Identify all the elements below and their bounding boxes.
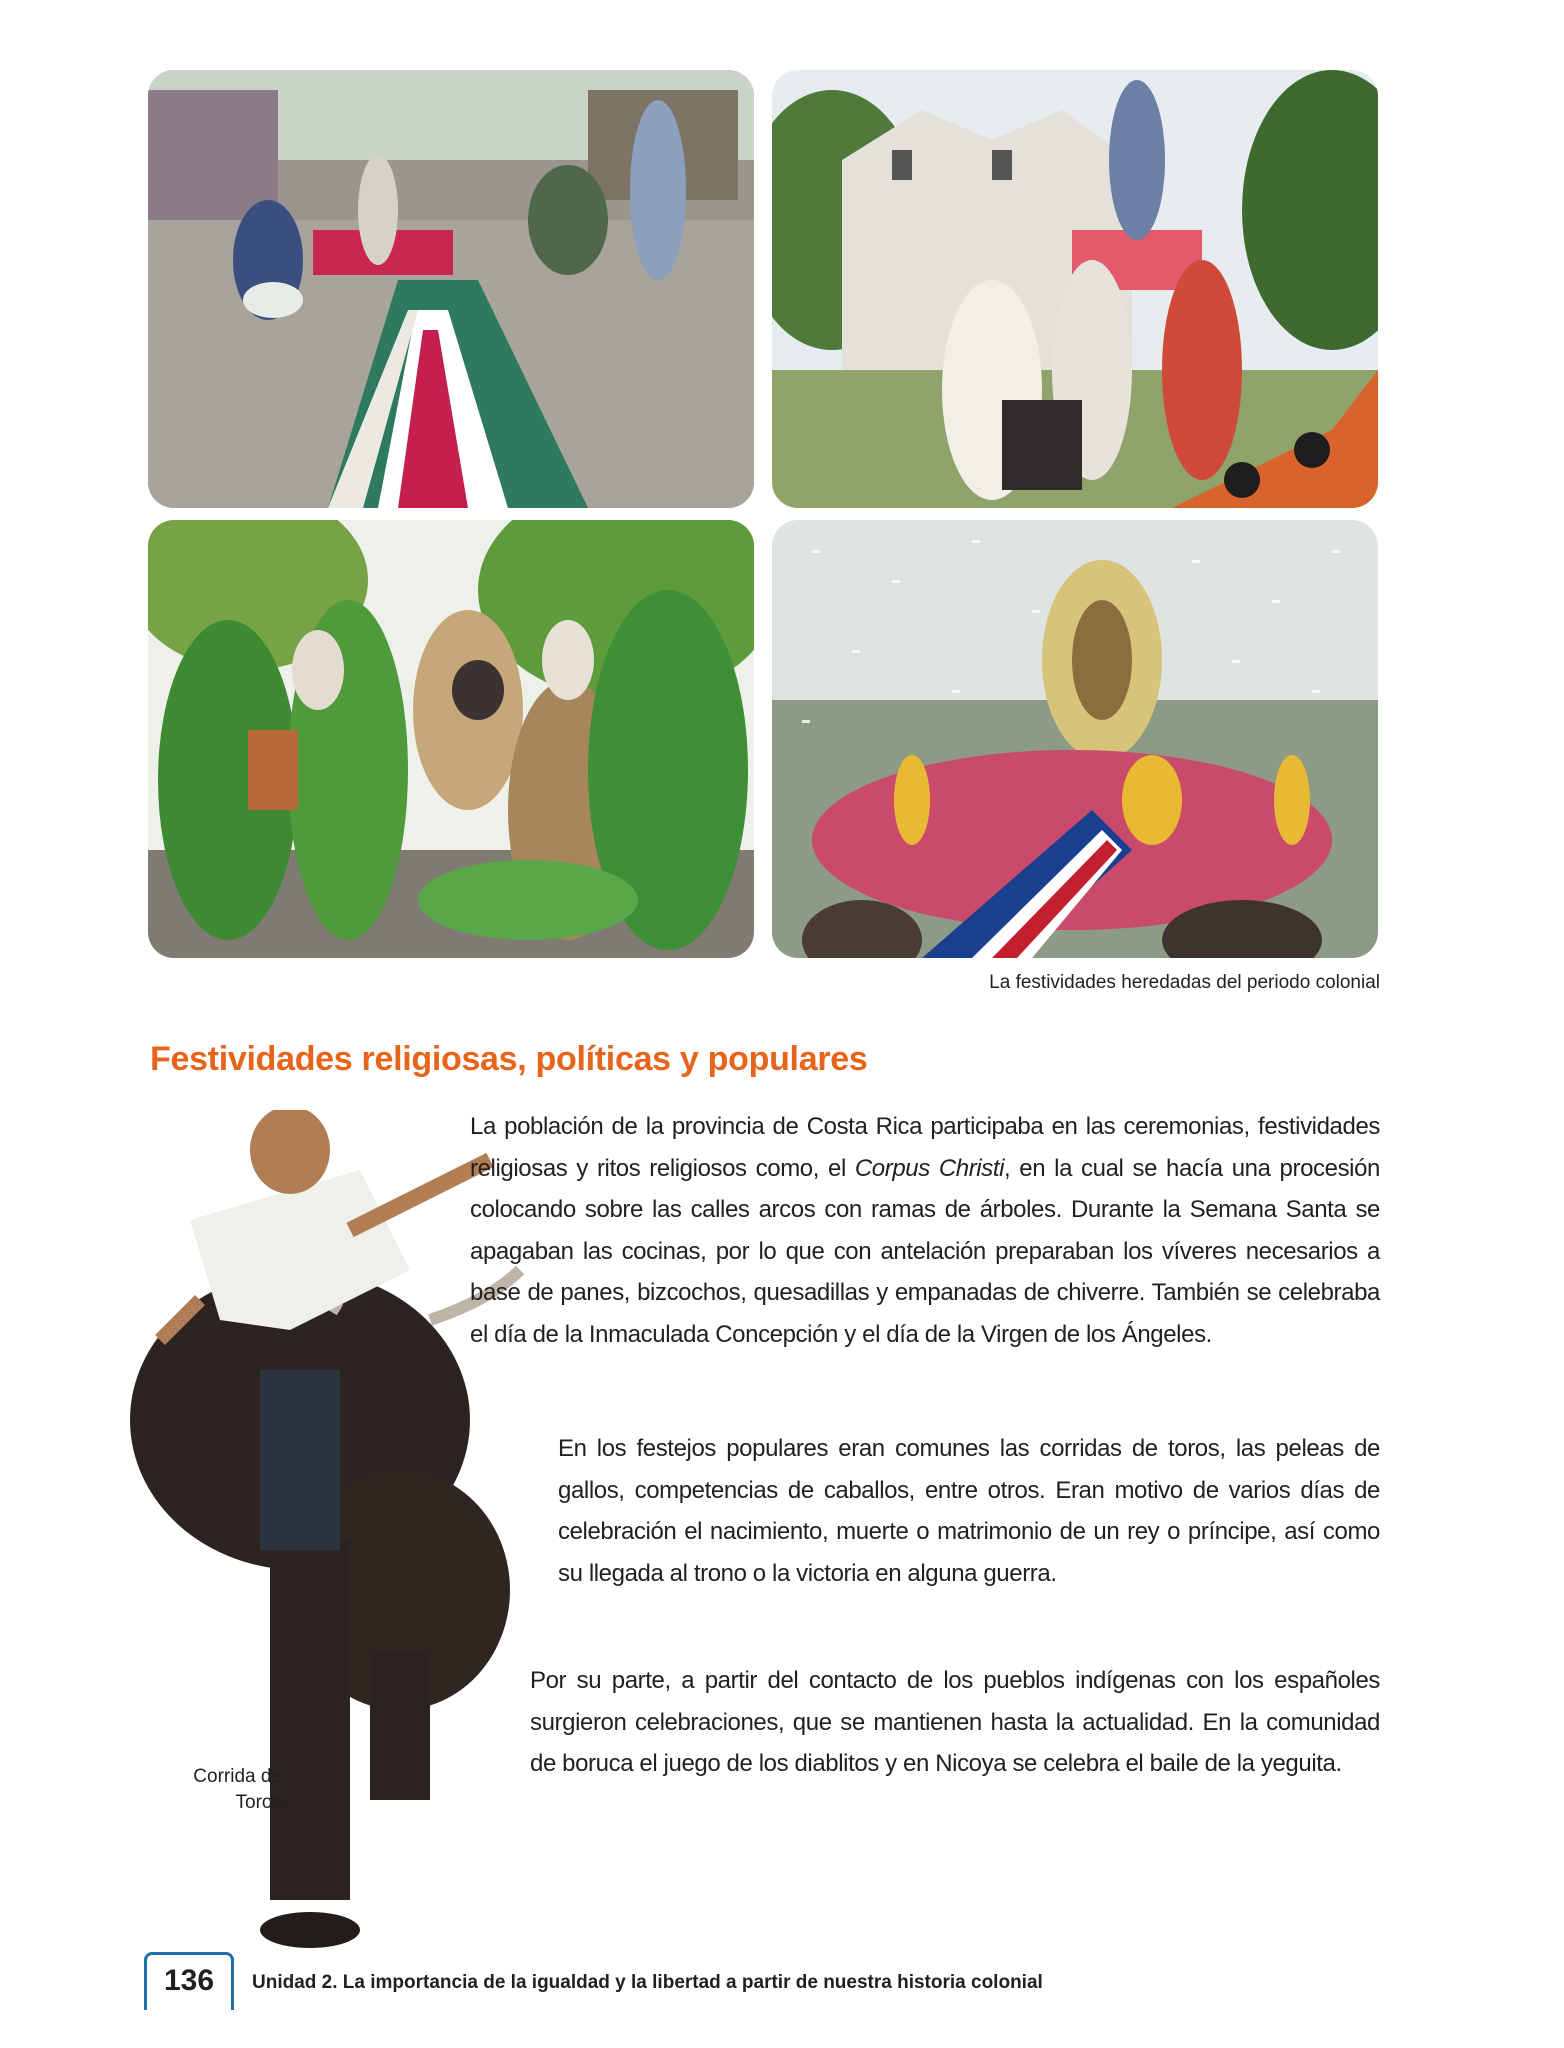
- photo-procession-church: [772, 70, 1378, 508]
- paragraph-popular-festivities: En los festejos populares eran comunes las corridas de toros, las peleas de gallos, competencias de caballos, entre otros. Eran motivo de varios días de celebración el nacimiento, muerte o matrimonio de un rey o príncipe, así como su llegada al trono o la victoria en alguna guerra.: [558, 1435, 1380, 1587]
- figure-caption: [150, 1764, 282, 1816]
- page-number: 136: [163, 1964, 215, 1997]
- photo-caption: La festividades heredadas del periodo colonial: [989, 972, 1380, 993]
- photo-virgin-procession: [772, 520, 1378, 958]
- photo-diablitos: [148, 520, 754, 958]
- footer-unit-title: Unidad 2. La importancia de la igualdad y la libertad a partir de nuestra historia colonial: [252, 1972, 1043, 1993]
- figure-caption-line2: Toros: [235, 1792, 282, 1813]
- page-number-box: [144, 1952, 234, 2010]
- paragraph-indigenous-celebrations: Por su parte, a partir del contacto de los pueblos indígenas con los españoles surgieron celebraciones, que se mantienen hasta la actualidad. En la comunidad de boruca el juego de los diablitos y en Nicoya se celebra el baile de la yeguita.: [530, 1667, 1380, 1777]
- p1-text-end: , en la cual se hacía una procesión colocando sobre las calles arcos con ramas de árboles. Durante la Semana Santa se apagaban las cocinas, por lo que con antelación preparaban los víveres necesarios a base de panes, bizcochos, quesadillas y empanadas de chiverre. También se celebraba el día de la Inmaculada Concepción y el día de la Virgen de los Ángeles.: [470, 1154, 1380, 1348]
- corpus-christi-term: Corpus Christi: [854, 1154, 1005, 1182]
- paragraph-religious-festivities: [470, 1106, 1380, 1355]
- figure-caption-line1: Corrida de: [193, 1766, 282, 1787]
- section-title: Festividades religiosas, políticas y populares: [150, 1040, 868, 1078]
- p1-text-start: La población de la provincia de Costa Rica participaba en las ceremonias, festividades religiosas y ritos religiosos como, el: [470, 1113, 1380, 1182]
- photo-street-carpet: [148, 70, 754, 508]
